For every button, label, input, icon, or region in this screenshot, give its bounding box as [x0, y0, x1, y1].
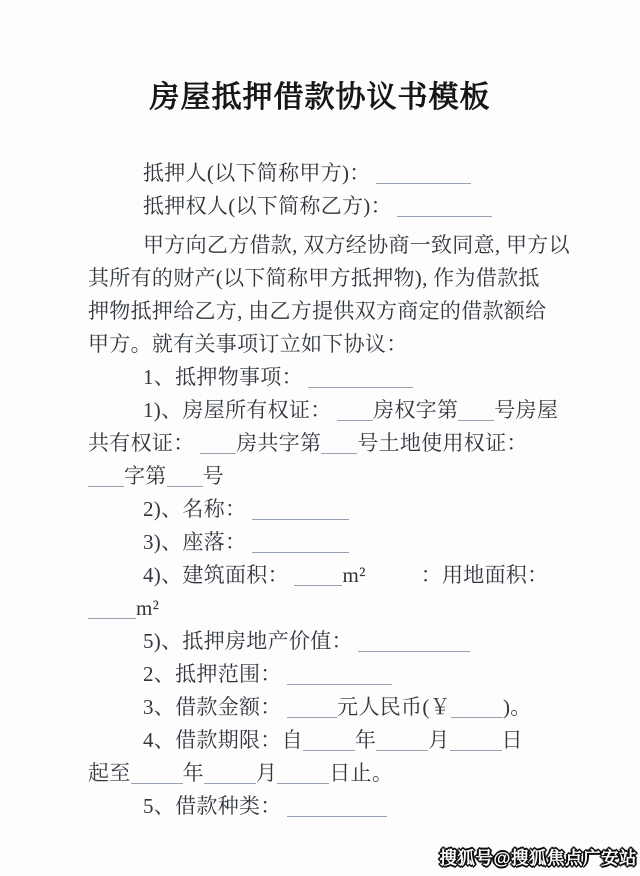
- document-line: [88, 691, 568, 724]
- document-line: [88, 427, 568, 460]
- document-line: [88, 229, 568, 262]
- document-line: [88, 361, 568, 394]
- line-text: 甲方。就有关事项订立如下协议：: [88, 332, 408, 356]
- blank-field: [358, 637, 470, 652]
- blank-field: [308, 373, 413, 388]
- line-text: 3)、座落：: [143, 530, 252, 554]
- blank-field: [287, 802, 387, 817]
- document-line: [88, 460, 568, 493]
- blank-field: [88, 604, 136, 619]
- blank-field: [277, 769, 329, 784]
- blank-field: [287, 703, 337, 718]
- line-text: 房共字第: [236, 431, 322, 455]
- line-text: 4)、建筑面积：: [143, 563, 295, 587]
- document-line: [88, 262, 568, 295]
- line-text: 号房屋: [494, 398, 559, 422]
- blank-field: [167, 472, 203, 487]
- line-text: 房权字第: [373, 398, 459, 422]
- document-title: 房屋抵押借款协议书模板: [149, 81, 491, 114]
- blank-field: [200, 439, 236, 454]
- document-line: [88, 625, 568, 658]
- line-text: )。: [502, 695, 532, 719]
- line-text: 1、抵押物事项：: [143, 365, 309, 389]
- line-text: 共有权证：: [88, 431, 201, 455]
- blank-field: [450, 736, 502, 751]
- document-line: [88, 757, 568, 790]
- line-text: 其所有的财产(以下简称甲方抵押物), 作为借款抵: [88, 266, 540, 290]
- document-line: [88, 394, 568, 427]
- blank-field: [131, 769, 183, 784]
- line-text: 起至: [88, 761, 131, 785]
- blank-field: [397, 202, 492, 217]
- line-text: 5、借款种类：: [143, 794, 288, 818]
- line-text: 4、借款期限：自: [143, 728, 303, 752]
- document-line: [88, 790, 568, 823]
- blank-field: [376, 736, 428, 751]
- line-text: 年: [182, 761, 204, 785]
- spacer: [366, 581, 421, 582]
- line-text: 日止。: [329, 761, 394, 785]
- document-line: [88, 526, 568, 559]
- document-line: [88, 724, 568, 757]
- line-text: 月: [255, 761, 278, 785]
- blank-field: [451, 703, 503, 718]
- blank-field: [294, 571, 342, 586]
- sohu-watermark: 搜狐号@搜狐焦点广安站: [439, 848, 637, 868]
- blank-field: [252, 538, 349, 553]
- blank-field: [252, 505, 349, 520]
- document-body: [88, 157, 568, 823]
- line-text: 甲方向乙方借款, 双方经协商一致同意, 甲方以: [143, 233, 570, 257]
- line-text: 日: [501, 728, 523, 752]
- line-text: m²: [136, 596, 160, 620]
- blank-field: [376, 169, 471, 184]
- blank-field: [458, 406, 494, 421]
- line-text: 号土地使用权证：: [357, 431, 528, 455]
- line-text: ：用地面积：: [420, 563, 549, 587]
- document-line: [88, 559, 568, 592]
- blank-field: [88, 472, 124, 487]
- line-text: 押物抵押给乙方, 由乙方提供双方商定的借款额给: [88, 299, 547, 323]
- document-line: [88, 658, 568, 691]
- line-text: m²: [342, 563, 366, 587]
- blank-field: [337, 406, 373, 421]
- line-text: 字第: [124, 464, 167, 488]
- line-text: 元人民币(￥: [337, 695, 451, 719]
- blank-field: [204, 769, 256, 784]
- line-text: 年: [354, 728, 377, 752]
- document-line: [88, 190, 568, 223]
- blank-field: [287, 670, 392, 685]
- line-text: 5)、抵押房地产价值：: [143, 629, 359, 653]
- document-line: [88, 295, 568, 328]
- line-text: 抵押人(以下简称甲方)：: [143, 161, 377, 185]
- line-text: 2)、名称：: [143, 497, 252, 521]
- line-text: 月: [428, 728, 450, 752]
- document-line: [88, 328, 568, 361]
- line-text: 号: [202, 464, 224, 488]
- line-text: 2、抵押范围：: [143, 662, 288, 686]
- document-line: [88, 157, 568, 190]
- line-text: 1)、房屋所有权证：: [143, 398, 338, 422]
- document-line: [88, 592, 568, 625]
- line-text: 抵押权人(以下简称乙方)：: [143, 194, 398, 218]
- line-text: 3、借款金额：: [143, 695, 288, 719]
- blank-field: [321, 439, 357, 454]
- blank-field: [303, 736, 355, 751]
- document-line: [88, 493, 568, 526]
